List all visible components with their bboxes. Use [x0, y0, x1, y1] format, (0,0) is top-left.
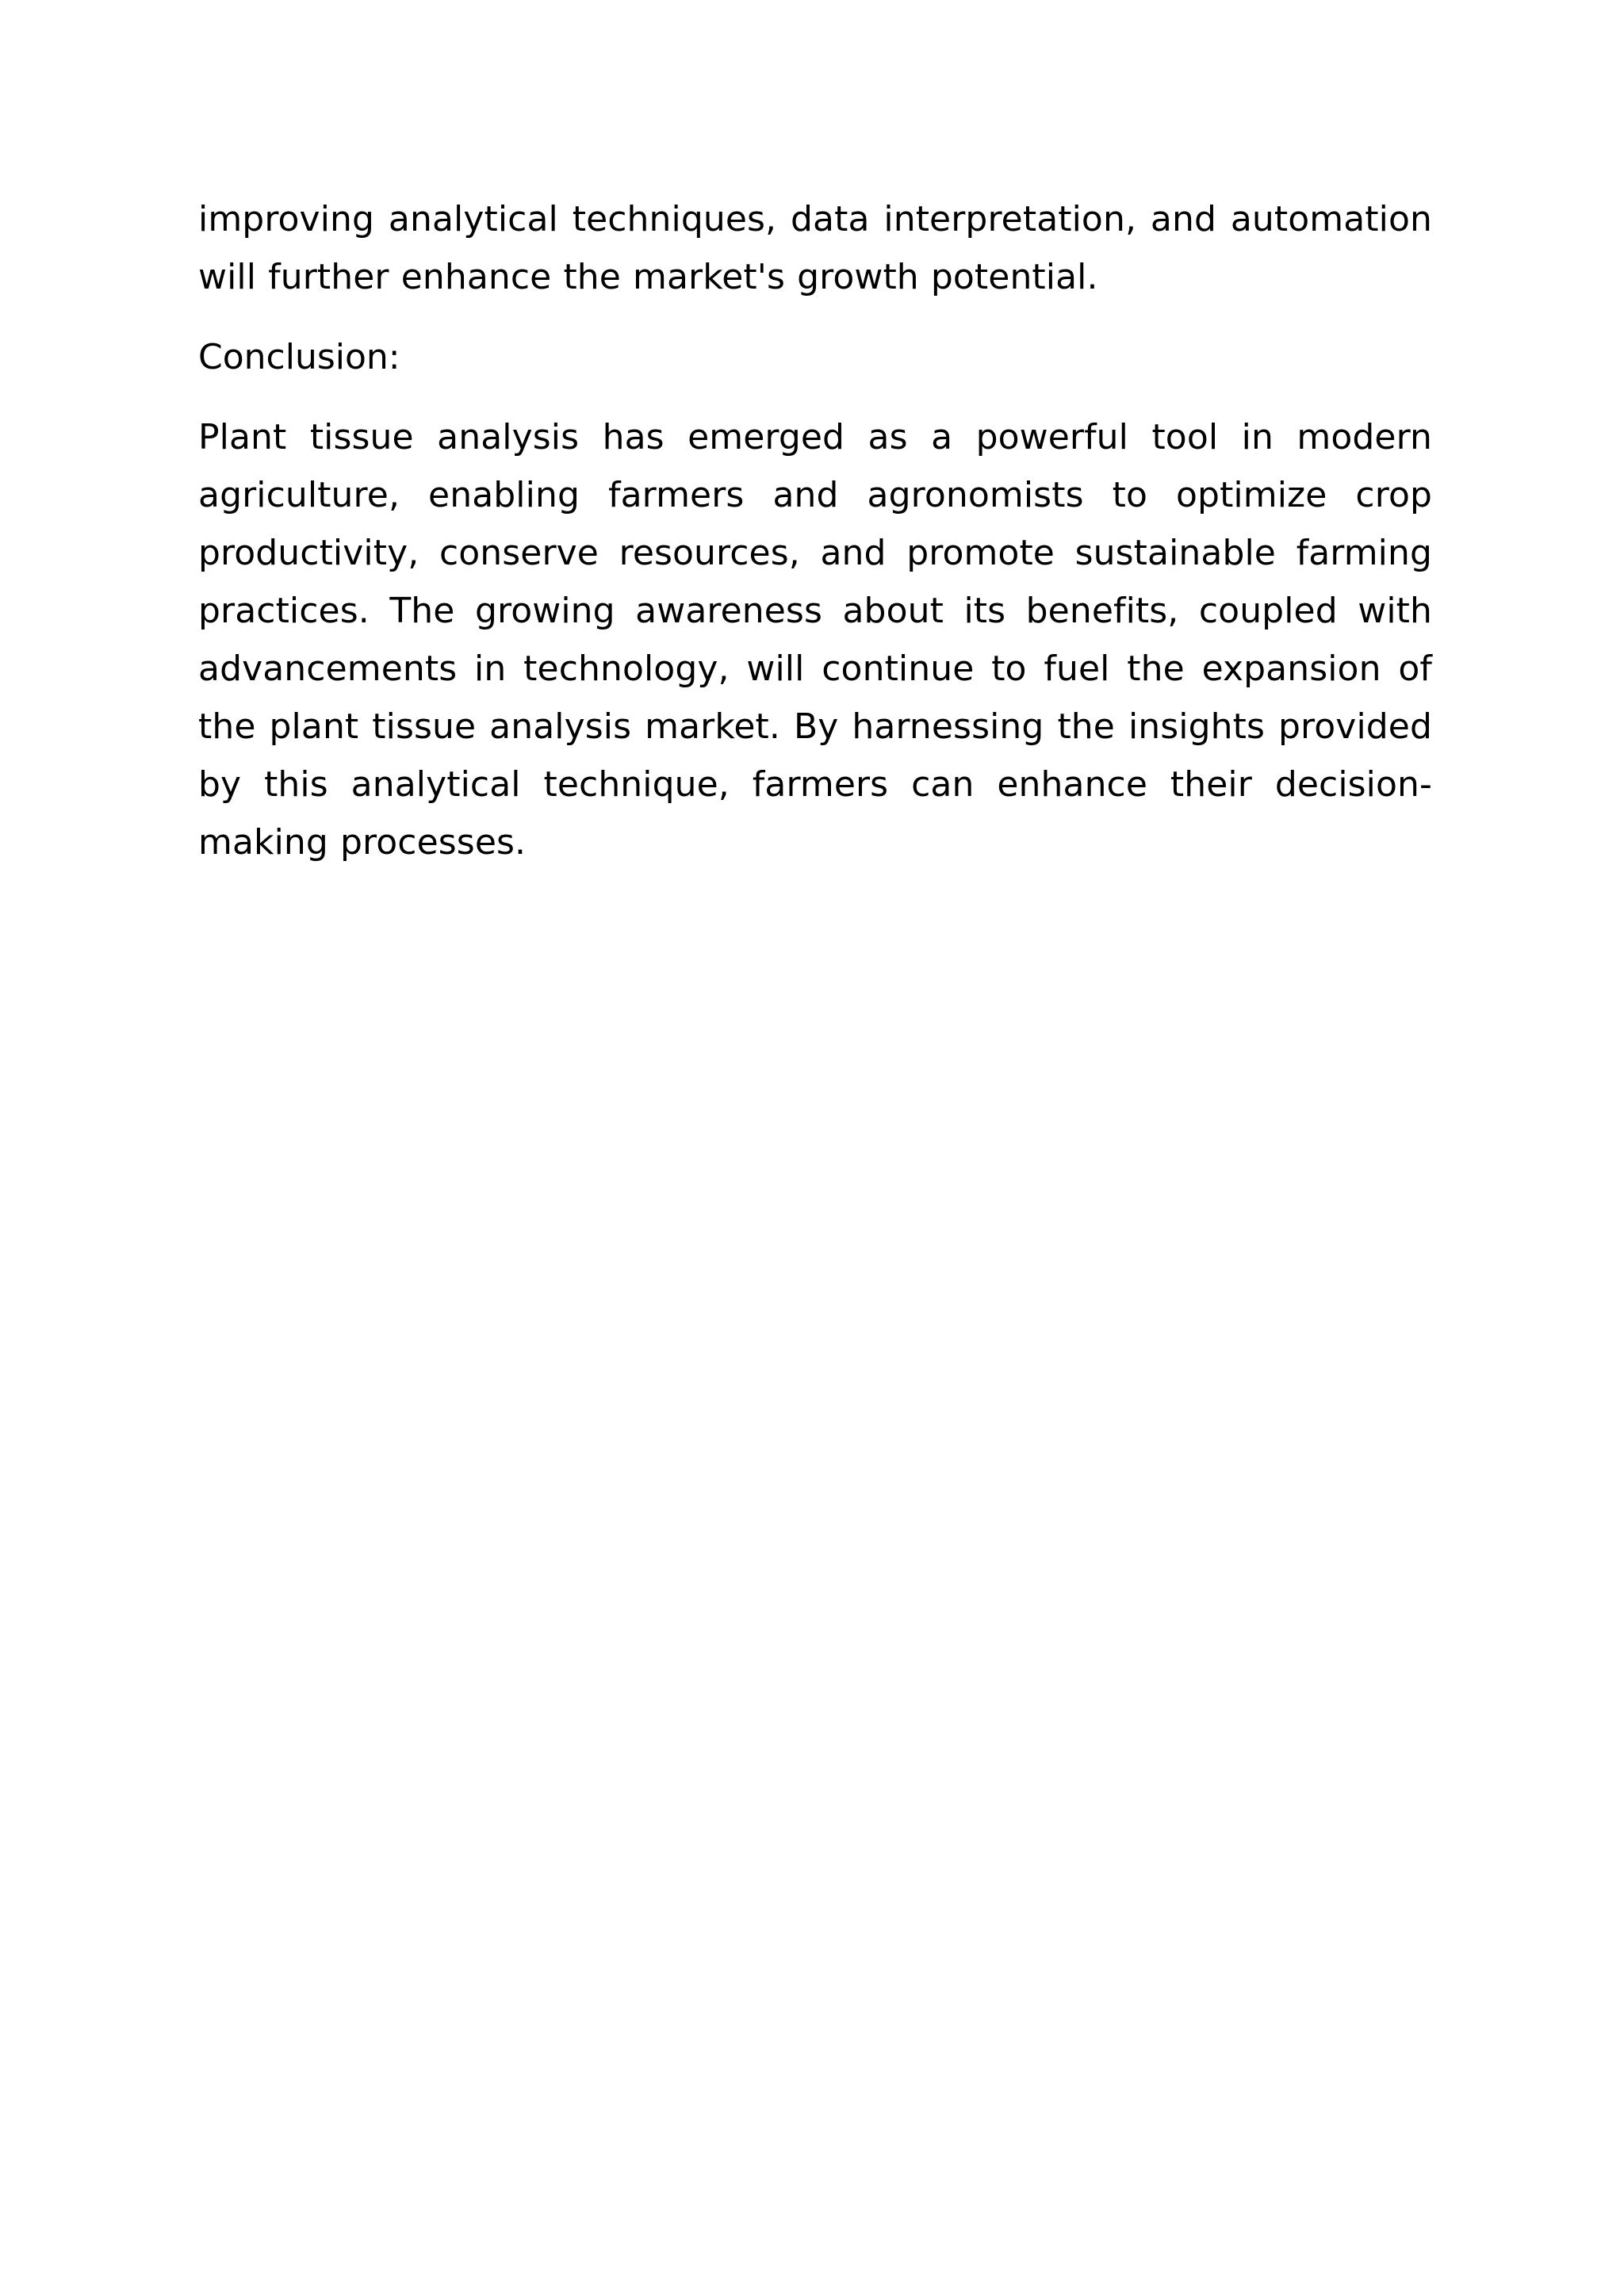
page-content — [198, 190, 1432, 894]
conclusion-heading: Conclusion: — [198, 337, 400, 377]
intro-paragraph: improving analytical techniques, data interpretation, and automation will further enhance the market's growth potential. — [198, 199, 1432, 297]
conclusion-paragraph: Plant tissue analysis has emerged as a powerful tool in modern agriculture, enabling farmers and agronomists to optimize crop productivity, conserve resources, and promote sustainable farming practices. The growing awareness about its benefits, coupled with advancements in technology, will continue to fuel the expansion of the plant tissue analysis market. By harnessing the insights provided by this analytical technique, farmers can enhance their decision-making processes. — [198, 417, 1432, 863]
